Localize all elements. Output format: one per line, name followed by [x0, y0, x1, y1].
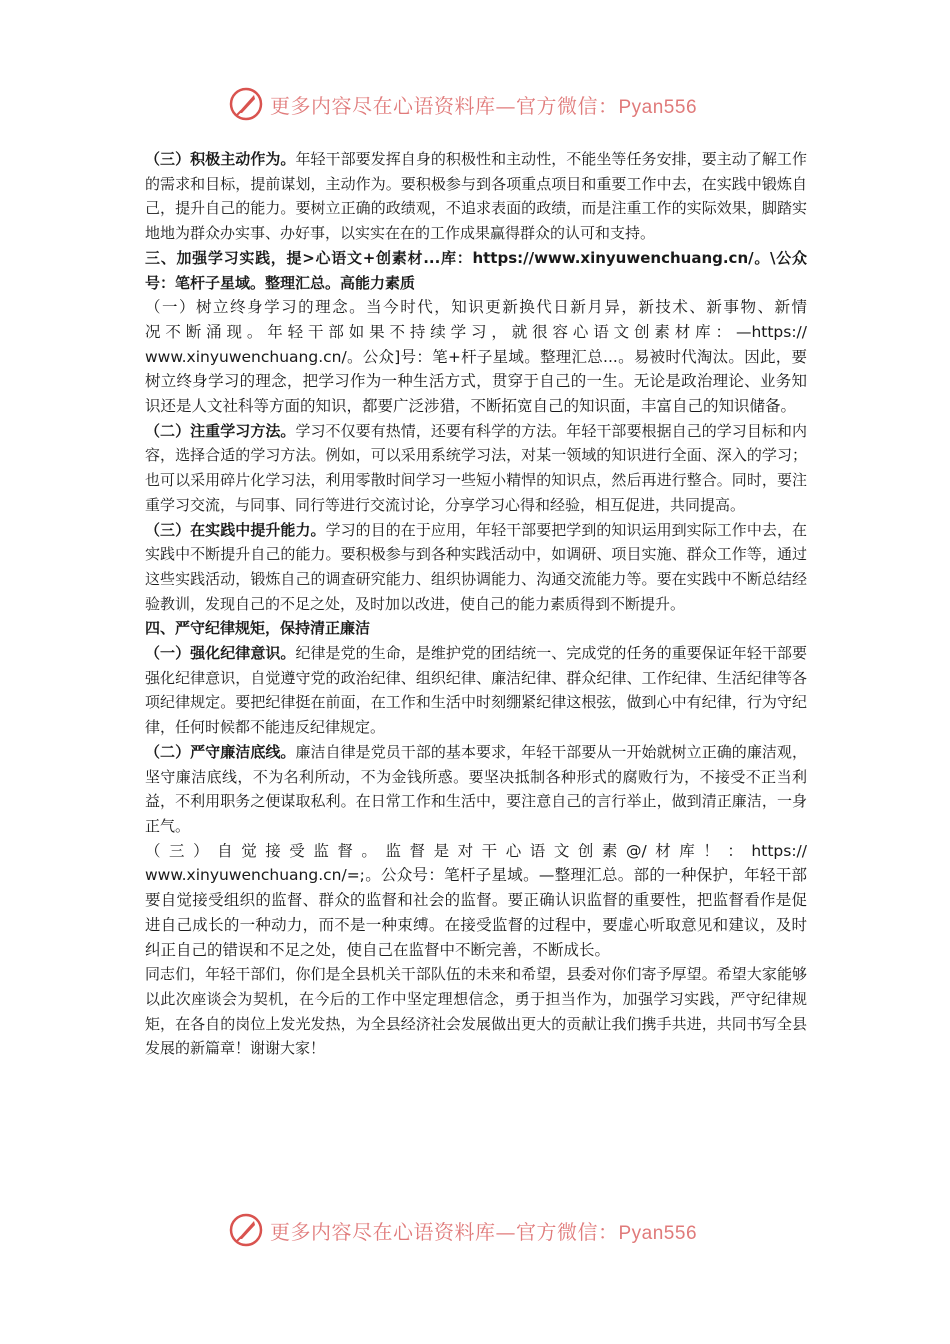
- paragraph-lifelong-learning-line2: 况不断涌现。年轻干部如果不持续学习，就很容心语文创素材库：—https://: [145, 322, 807, 341]
- paragraph-lifelong-learning-rest: www.xinyuwenchuang.cn/。公众]号：笔+杆子星域。整理汇总...。易被时代淘汰。因此，要树立终身学习的理念，把学习作为一种生活方式，贯穿于自己的一生。无论是政治理论、业务知识还是人文社科等方面的知识，都要广泛涉猎，不断拓宽自己的知识面，丰富自己的知识储备。: [145, 347, 807, 416]
- paragraph-learning-method: （二）注重学习方法。学习不仅要有热情，还要有科学的方法。年轻干部要根据自己的学习目标和内容，选择合适的学习方法。例如，可以采用系统学习法，对某一领域的知识进行全面、深入的学习；也可以采用碎片化学习法，利用零散时间学习一些短小精悍的知识点，然后再进行整合。同时，要注重学习交流，与同事、同行等进行交流讨论，分享学习心得和经验，相互促进，共同提高。: [145, 421, 807, 514]
- subheading: （三）在实践中提升能力。: [145, 520, 326, 539]
- paragraph-practice: （三）在实践中提升能力。学习的目的在于应用，年轻干部要把学到的知识运用到实际工作中去，在实践中不断提升自己的能力。要积极参与到各种实践活动中，如调研、项目实施、群众工作等，通过这些实践活动，锻炼自己的调查研究能力、组织协调能力、沟通交流能力等。要在实践中不断总结经验教训，发现自己的不足之处，及时加以改进，使自己的能力素质得到不断提升。: [145, 520, 807, 613]
- paragraph-lifelong-learning-line1: （一）树立终身学习的理念。当今时代，知识更新换代日新月异，新技术、新事物、新情: [145, 298, 807, 317]
- watermark-text: 更多内容尽在心语资料库—官方微信：Pyan556: [270, 1219, 698, 1244]
- section-heading-3: 三、加强学习实践，提>心语文+创素材...库：https://www.xinyuwenchuang.cn/。\公众号：笔杆子星域。整理汇总。高能力素质: [145, 248, 807, 292]
- wechat-id: Pyan556: [618, 96, 698, 118]
- header-watermark-banner: [228, 84, 728, 124]
- subheading: （一）强化纪律意识。: [145, 644, 296, 663]
- paragraph-closing: 同志们，年轻干部们，你们是全县机关干部队伍的未来和希望，县委对你们寄予厚望。希望大家能够以此次座谈会为契机，在今后的工作中坚定理想信念，勇于担当作为，加强学习实践，严守纪律规矩，在各自的岗位上发光发热，为全县经济社会发展做出更大的贡献让我们携手共进，共同书写全县发展的新篇章！谢谢大家！: [145, 965, 807, 1058]
- subheading: （二）严守廉洁底线。: [145, 742, 296, 761]
- paragraph-supervision-rest: www.xinyuwenchuang.cn/=;。公众号：笔杆子星域。—整理汇总。部的一种保护，年轻干部要自觉接受组织的监督、群众的监督和社会的监督。要正确认识监督的重要性，把监督看作是促进自己成长的一种动力，而不是一种束缚。在接受监督的过程中，要虚心听取意见和建议，及时纠正自己的错误和不足之处，使自己在监督中不断完善，不断成长。: [145, 866, 807, 959]
- document-body: [145, 147, 807, 1061]
- footer-watermark-banner: [228, 1210, 728, 1250]
- paragraph-discipline: （一）强化纪律意识。纪律是党的生命，是维护党的团结统一、完成党的任务的重要保证年轻干部要强化纪律意识，自觉遵守党的政治纪律、组织纪律、廉洁纪律、群众纪律、工作纪律、生活纪律等各项纪律规定。要把纪律挺在前面，在工作和生活中时刻绷紧纪律这根弦，做到心中有纪律，行为守纪律，任何时候都不能违反纪律规定。: [145, 644, 807, 737]
- subheading: （二）注重学习方法。: [145, 421, 296, 440]
- quill-logo-icon: [228, 86, 264, 122]
- paragraph-active-initiative: （三）积极主动作为。年轻干部要发挥自身的积极性和主动性，不能坐等任务安排，要主动了解工作的需求和目标，提前谋划，主动作为。要积极参与到各项重点项目和重要工作中去，在实践中锻炼自己，提升自己的能力。要树立正确的政绩观，不追求表面的政绩，而是注重工作的实际效果，脚踏实地地为群众办实事、办好事，以实实在在的工作成果赢得群众的认可和支持。: [145, 150, 807, 243]
- wechat-id: Pyan556: [618, 1222, 698, 1244]
- quill-logo-icon: [228, 1212, 264, 1248]
- subheading: （三）积极主动作为。: [145, 150, 296, 168]
- section-heading-4: 四、严守纪律规矩，保持清正廉洁: [145, 619, 371, 638]
- paragraph-integrity: （二）严守廉洁底线。廉洁自律是党员干部的基本要求，年轻干部要从一开始就树立正确的廉洁观，坚守廉洁底线，不为名利所动，不为金钱所惑。要坚决抵制各种形式的腐败行为，不接受不正当利益，不利用职务之便谋取私利。在日常工作和生活中，要注意自己的言行举止，做到清正廉洁，一身正气。: [145, 742, 807, 835]
- watermark-text: 更多内容尽在心语资料库—官方微信：Pyan556: [270, 93, 698, 118]
- paragraph-supervision-line1: （三）自觉接受监督。监督是对干心语文创素@/材库！：https://: [145, 841, 807, 860]
